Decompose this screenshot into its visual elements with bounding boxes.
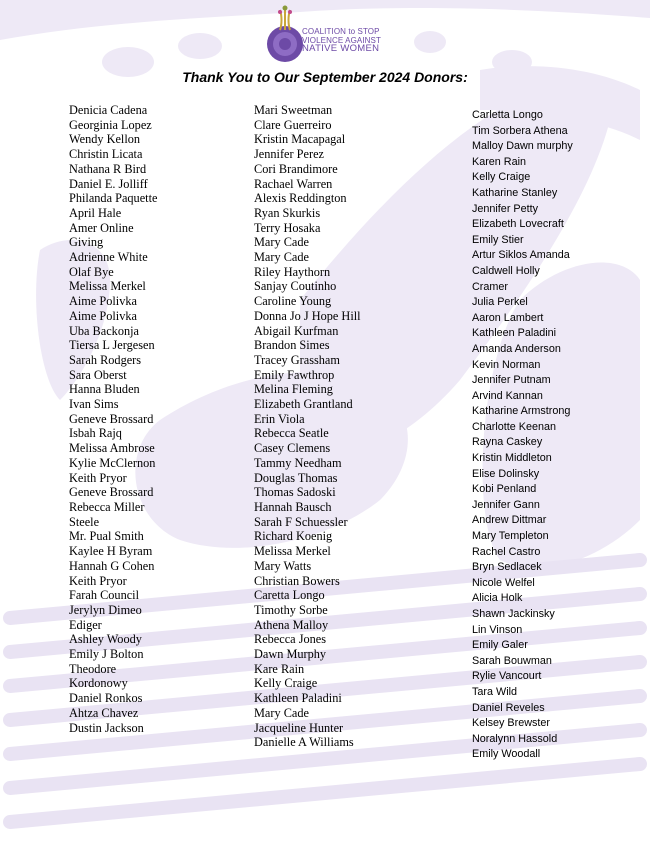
donor-name: Georginia Lopez	[69, 117, 152, 132]
donor-name: Terry Hosaka	[254, 220, 321, 235]
donor-name: Cramer	[472, 280, 508, 293]
donor-name: Timothy Sorbe	[254, 602, 328, 617]
donor-name: Melissa Merkel	[69, 279, 146, 294]
donor-name: Mari Sweetman	[254, 103, 333, 117]
donor-name: Elizabeth Grantland	[254, 397, 353, 412]
donor-name: Kathleen Paladini	[472, 327, 557, 340]
donor-name: Melissa Ambrose	[69, 441, 155, 456]
donor-name: Ediger	[69, 617, 102, 632]
donor-name: Mary Cade	[254, 250, 309, 265]
donor-name: Aime Polivka	[69, 294, 137, 309]
donor-name: Mary Cade	[254, 235, 309, 250]
donor-name: April Hale	[69, 205, 122, 220]
donor-name: Carletta Longo	[472, 109, 543, 121]
donor-name: Malloy Dawn murphy	[472, 140, 573, 153]
donor-name: Daniel E. Jolliff	[69, 176, 148, 191]
donor-name: Jennifer Putnam	[472, 374, 551, 387]
donor-name: Julia Perkel	[472, 296, 528, 309]
logo-line-2: VIOLENCE AGAINST	[302, 35, 381, 45]
donor-name: Katharine Stanley	[472, 186, 558, 199]
donor-name: Tammy Needham	[254, 455, 342, 470]
donor-name: Hanna Bluden	[69, 382, 140, 397]
donor-name: Daniel Reveles	[472, 701, 545, 714]
donor-name: Emily Woodall	[472, 748, 541, 761]
donor-name: Sanjay Coutinho	[254, 279, 337, 294]
donor-name: Theodore	[69, 661, 117, 676]
donor-name: Emily J Bolton	[69, 647, 144, 662]
donor-name: Erin Viola	[254, 411, 305, 426]
donor-name: Daniel Ronkos	[69, 691, 143, 706]
donor-name: Tim Sorbera Athena	[472, 124, 568, 137]
donor-name: Jennifer Gann	[472, 498, 540, 511]
donor-column-1	[69, 103, 157, 735]
donor-name: Donna Jo J Hope Hill	[254, 308, 361, 323]
donor-name: Bryn Sedlacek	[472, 561, 542, 574]
donor-name: Philanda Paquette	[69, 191, 158, 206]
donor-name: Jennifer Petty	[472, 202, 539, 215]
donor-name: Cori Brandimore	[254, 161, 338, 176]
donor-name: Kelsey Brewster	[472, 717, 551, 730]
donor-column-3	[472, 108, 573, 763]
donor-name: Douglas Thomas	[254, 470, 338, 485]
logo-line-3: NATIVE WOMEN	[302, 43, 380, 54]
donor-name: Amanda Anderson	[472, 342, 561, 355]
donor-name: Kristin Middleton	[472, 452, 552, 465]
donor-name: Amer Online	[69, 220, 134, 235]
donor-name: Ahtza Chavez	[69, 705, 139, 720]
donor-name: Tara Wild	[472, 685, 517, 698]
donor-name: Denicia Cadena	[69, 103, 148, 117]
donor-name: Jacqueline Hunter	[254, 720, 344, 735]
donor-name: Jennifer Perez	[254, 147, 324, 162]
donor-name: Caretta Longo	[254, 588, 325, 603]
donor-name: Geneve Brossard	[69, 485, 154, 500]
donor-name: Shawn Jackinsky	[472, 608, 555, 620]
donor-name: Danielle A Williams	[254, 735, 354, 750]
donor-name: Brandon Simes	[254, 338, 330, 353]
donor-name: Kare Rain	[254, 661, 305, 676]
donor-name: Emily Galer	[472, 639, 528, 652]
donor-name: Adrienne White	[69, 250, 148, 265]
donor-name: Mary Cade	[254, 705, 309, 720]
donor-name: Kathleen Paladini	[254, 691, 342, 706]
donor-name: Caroline Young	[254, 294, 332, 309]
donor-name: Uba Backonja	[69, 323, 139, 338]
donor-name: Clare Guerreiro	[254, 117, 332, 132]
donor-name: Richard Koenig	[254, 529, 333, 544]
logo-line-1: COALITION to STOP	[302, 27, 380, 36]
donor-name: Nicole Welfel	[472, 576, 535, 589]
logo-wordmark	[302, 28, 392, 54]
donor-name: Ashley Woody	[69, 632, 142, 647]
donor-name: Sara Oberst	[69, 367, 127, 382]
donor-name: Artur Siklos Amanda	[472, 249, 570, 262]
donor-name: Caldwell Holly	[472, 264, 540, 277]
donor-name: Keith Pryor	[69, 470, 127, 485]
donor-name: Abigail Kurfman	[254, 323, 339, 338]
donor-name: Rayna Caskey	[472, 436, 543, 449]
donor-name: Kevin Norman	[472, 358, 541, 371]
donor-name: Keith Pryor	[69, 573, 127, 588]
donor-name: Nathana R Bird	[69, 161, 147, 176]
donor-name: Rachel Castro	[472, 545, 541, 558]
donor-name: Rebecca Jones	[254, 632, 327, 647]
donor-name: Jerylyn Dimeo	[69, 602, 142, 617]
donor-name: Aaron Lambert	[472, 311, 544, 324]
donor-name: Melina Fleming	[254, 382, 333, 397]
donor-name: Kristin Macapagal	[254, 132, 346, 147]
donor-name: Riley Haythorn	[254, 264, 331, 279]
donor-name: Noralynn Hassold	[472, 732, 558, 745]
donor-name: Dustin Jackson	[69, 720, 144, 735]
donor-name: Sarah Rodgers	[69, 352, 142, 367]
donor-name: Kelly Craige	[254, 676, 318, 691]
donor-name: Farah Council	[69, 588, 140, 603]
donor-name: Ryan Skurkis	[254, 205, 321, 220]
donor-name: Kordonowy	[69, 676, 128, 691]
donor-name: Rebecca Seatle	[254, 426, 329, 441]
donor-name: Mr. Pual Smith	[69, 529, 144, 544]
donor-name: Steele	[69, 514, 100, 529]
donor-name: Giving	[69, 235, 104, 250]
donor-name: Rebecca Miller	[69, 499, 145, 514]
donor-name: Aime Polivka	[69, 308, 137, 323]
donor-name: Katharine Armstrong	[472, 405, 571, 418]
donor-name: Emily Fawthrop	[254, 367, 335, 382]
donor-name: Ivan Sims	[69, 397, 119, 412]
donor-name: Alicia Holk	[472, 592, 523, 605]
donor-name: Casey Clemens	[254, 441, 331, 456]
donor-name: Kobi Penland	[472, 483, 537, 496]
donor-name: Thomas Sadoski	[254, 485, 336, 500]
donor-name: Rylie Vancourt	[472, 670, 542, 683]
donor-name: Arvind Kannan	[472, 389, 543, 402]
donor-name: Kaylee H Byram	[69, 544, 153, 559]
page-title: Thank You to Our September 2024 Donors:	[182, 69, 468, 85]
donor-name: Emily Stier	[472, 233, 524, 246]
donor-name: Tracey Grassham	[254, 352, 340, 367]
donor-column-2	[254, 103, 361, 750]
donor-name: Elizabeth Lovecraft	[472, 218, 564, 231]
donor-name: Kylie McClernon	[69, 455, 156, 470]
donor-name: Sarah Bouwman	[472, 654, 552, 667]
donor-name: Alexis Reddington	[254, 191, 347, 206]
donor-name: Andrew Dittmar	[472, 514, 547, 527]
donor-name: Elise Dolinsky	[472, 467, 540, 480]
donor-name: Rachael Warren	[254, 176, 333, 191]
donor-name: Tiersa L Jergesen	[69, 338, 155, 353]
donor-name: Olaf Bye	[69, 264, 114, 279]
donor-name: Mary Templeton	[472, 530, 549, 543]
donor-name: Geneve Brossard	[69, 411, 154, 426]
donor-name: Charlotte Keenan	[472, 420, 557, 433]
donor-name: Christian Bowers	[254, 573, 340, 588]
donor-name: Hannah G Cohen	[69, 558, 155, 573]
donor-name: Isbah Rajq	[69, 426, 122, 441]
donor-name: Karen Rain	[472, 155, 527, 168]
donor-name: Sarah F Schuessler	[254, 514, 348, 529]
donor-name: Lin Vinson	[472, 623, 523, 636]
donor-name: Wendy Kellon	[69, 132, 141, 147]
donor-name: Hannah Bausch	[254, 499, 332, 514]
donor-name: Melissa Merkel	[254, 544, 331, 559]
donor-name: Christin Licata	[69, 147, 143, 162]
donor-name: Kelly Craige	[472, 171, 531, 184]
donor-name: Mary Watts	[254, 558, 312, 573]
donor-name: Dawn Murphy	[254, 647, 327, 662]
donor-name: Athena Malloy	[254, 617, 329, 632]
